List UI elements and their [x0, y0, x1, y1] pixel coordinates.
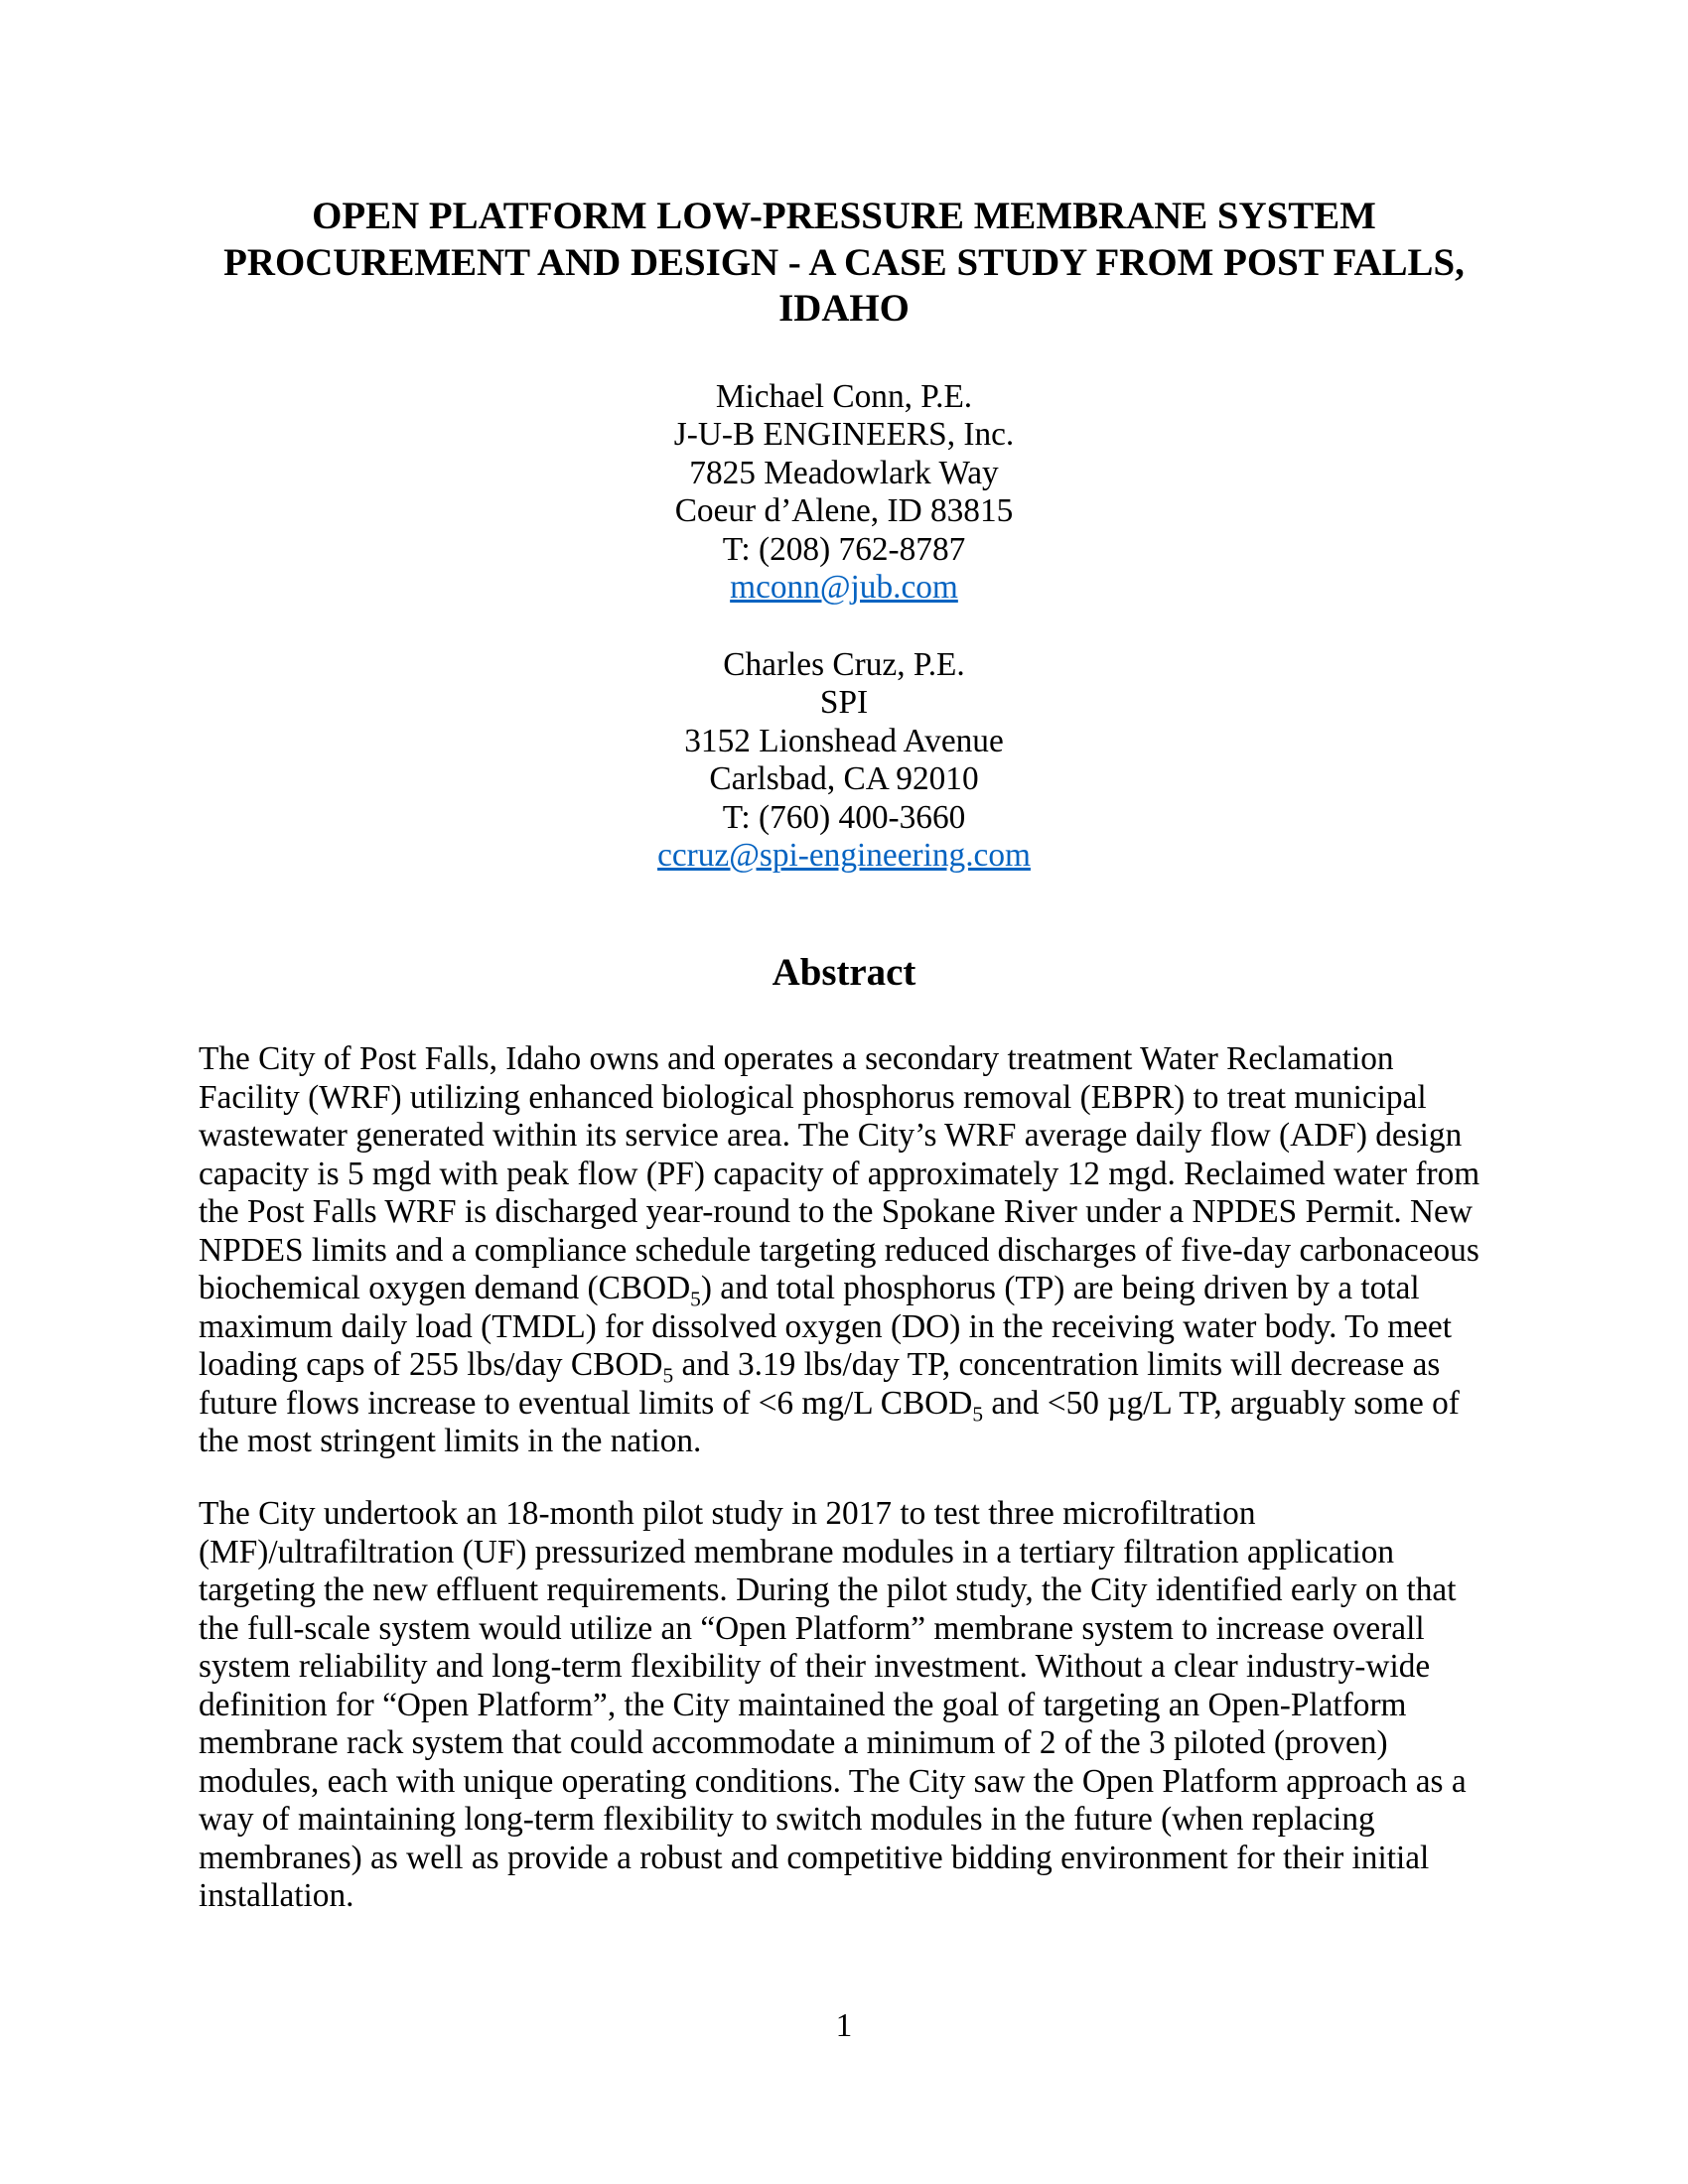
- author-phone: T: (760) 400-3660: [722, 798, 966, 836]
- author-block-1: [199, 378, 1489, 607]
- author-email-link[interactable]: mconn@jub.com: [730, 569, 958, 607]
- author-organization: J-U-B ENGINEERS, Inc.: [673, 416, 1015, 454]
- author-name: Michael Conn, P.E.: [715, 378, 973, 415]
- paper-title-line-2: PROCUREMENT AND DESIGN - A CASE STUDY FROM POST FALLS,: [223, 240, 1465, 284]
- page-number: 1: [835, 2007, 853, 2044]
- author-address-street: 3152 Lionshead Avenue: [684, 722, 1004, 759]
- author-phone: T: (208) 762-8787: [722, 530, 966, 568]
- paper-title: [199, 194, 1489, 333]
- author-name: Charles Cruz, P.E.: [723, 646, 965, 683]
- author-address-city: Coeur d’Alene, ID 83815: [674, 492, 1014, 530]
- abstract-heading: Abstract: [772, 951, 916, 994]
- abstract-paragraph-2: The City undertook an 18-month pilot study in 2017 to test three microfiltration (MF)/ultrafiltration (UF) pressurized membrane modules in a tertiary filtration application targeting the new effluent requirements. During the pilot study, the City identified early on that the full-scale system would utilize an “Open Platform” membrane system to increase overall system reliability and long-term flexibility of their investment. Without a clear industry-wide definition for “Open Platform”, the City maintained the goal of targeting an Open-Platform membrane rack system that could accommodate a minimum of 2 of the 3 piloted (proven) modules, each with unique operating conditions. The City saw the Open Platform approach as a way of maintaining long-term flexibility to switch modules in the future (when replacing membranes) as well as provide a robust and competitive bidding environment for their initial installation.: [199, 1495, 1467, 1914]
- paper-title-line-1: OPEN PLATFORM LOW-PRESSURE MEMBRANE SYSTEM: [312, 195, 1376, 237]
- abstract-paragraph-1: The City of Post Falls, Idaho owns and operates a secondary treatment Water Reclamation Facility (WRF) utilizing enhanced biological phosphorus removal (EBPR) to treat municipal wastewater generated within its service area. The City’s WRF average daily flow (ADF) design capacity is 5 mgd with peak flow (PF) capacity of approximately 12 mgd. Reclaimed water from the Post Falls WRF is discharged year-round to the Spokane River under a NPDES Permit. New NPDES limits and a compliance schedule targeting reduced discharges of five-day carbonaceous biochemical oxygen demand $(CBOD_5)$ and total phosphorus (TP) are being driven by a total maximum daily load (TMDL) for dissolved oxygen (DO) in the receiving water body. To meet loading caps of 255 lbs/day $CBOD_5$ and 3.19 lbs/day TP, concentration limits will decrease as future flows increase to eventual limits of <6 mg/L $CBOD_5$ and <50 µg/L TP, arguably some of the most stringent limits in the nation.: [199, 1040, 1480, 1459]
- paper-title-line-3: IDAHO: [778, 287, 910, 330]
- author-address-street: 7825 Meadowlark Way: [689, 454, 999, 491]
- author-organization: SPI: [819, 684, 869, 722]
- author-email-link[interactable]: ccruz@spi-engineering.com: [657, 837, 1031, 875]
- author-address-city: Carlsbad, CA 92010: [709, 760, 979, 798]
- author-block-2: [199, 646, 1489, 875]
